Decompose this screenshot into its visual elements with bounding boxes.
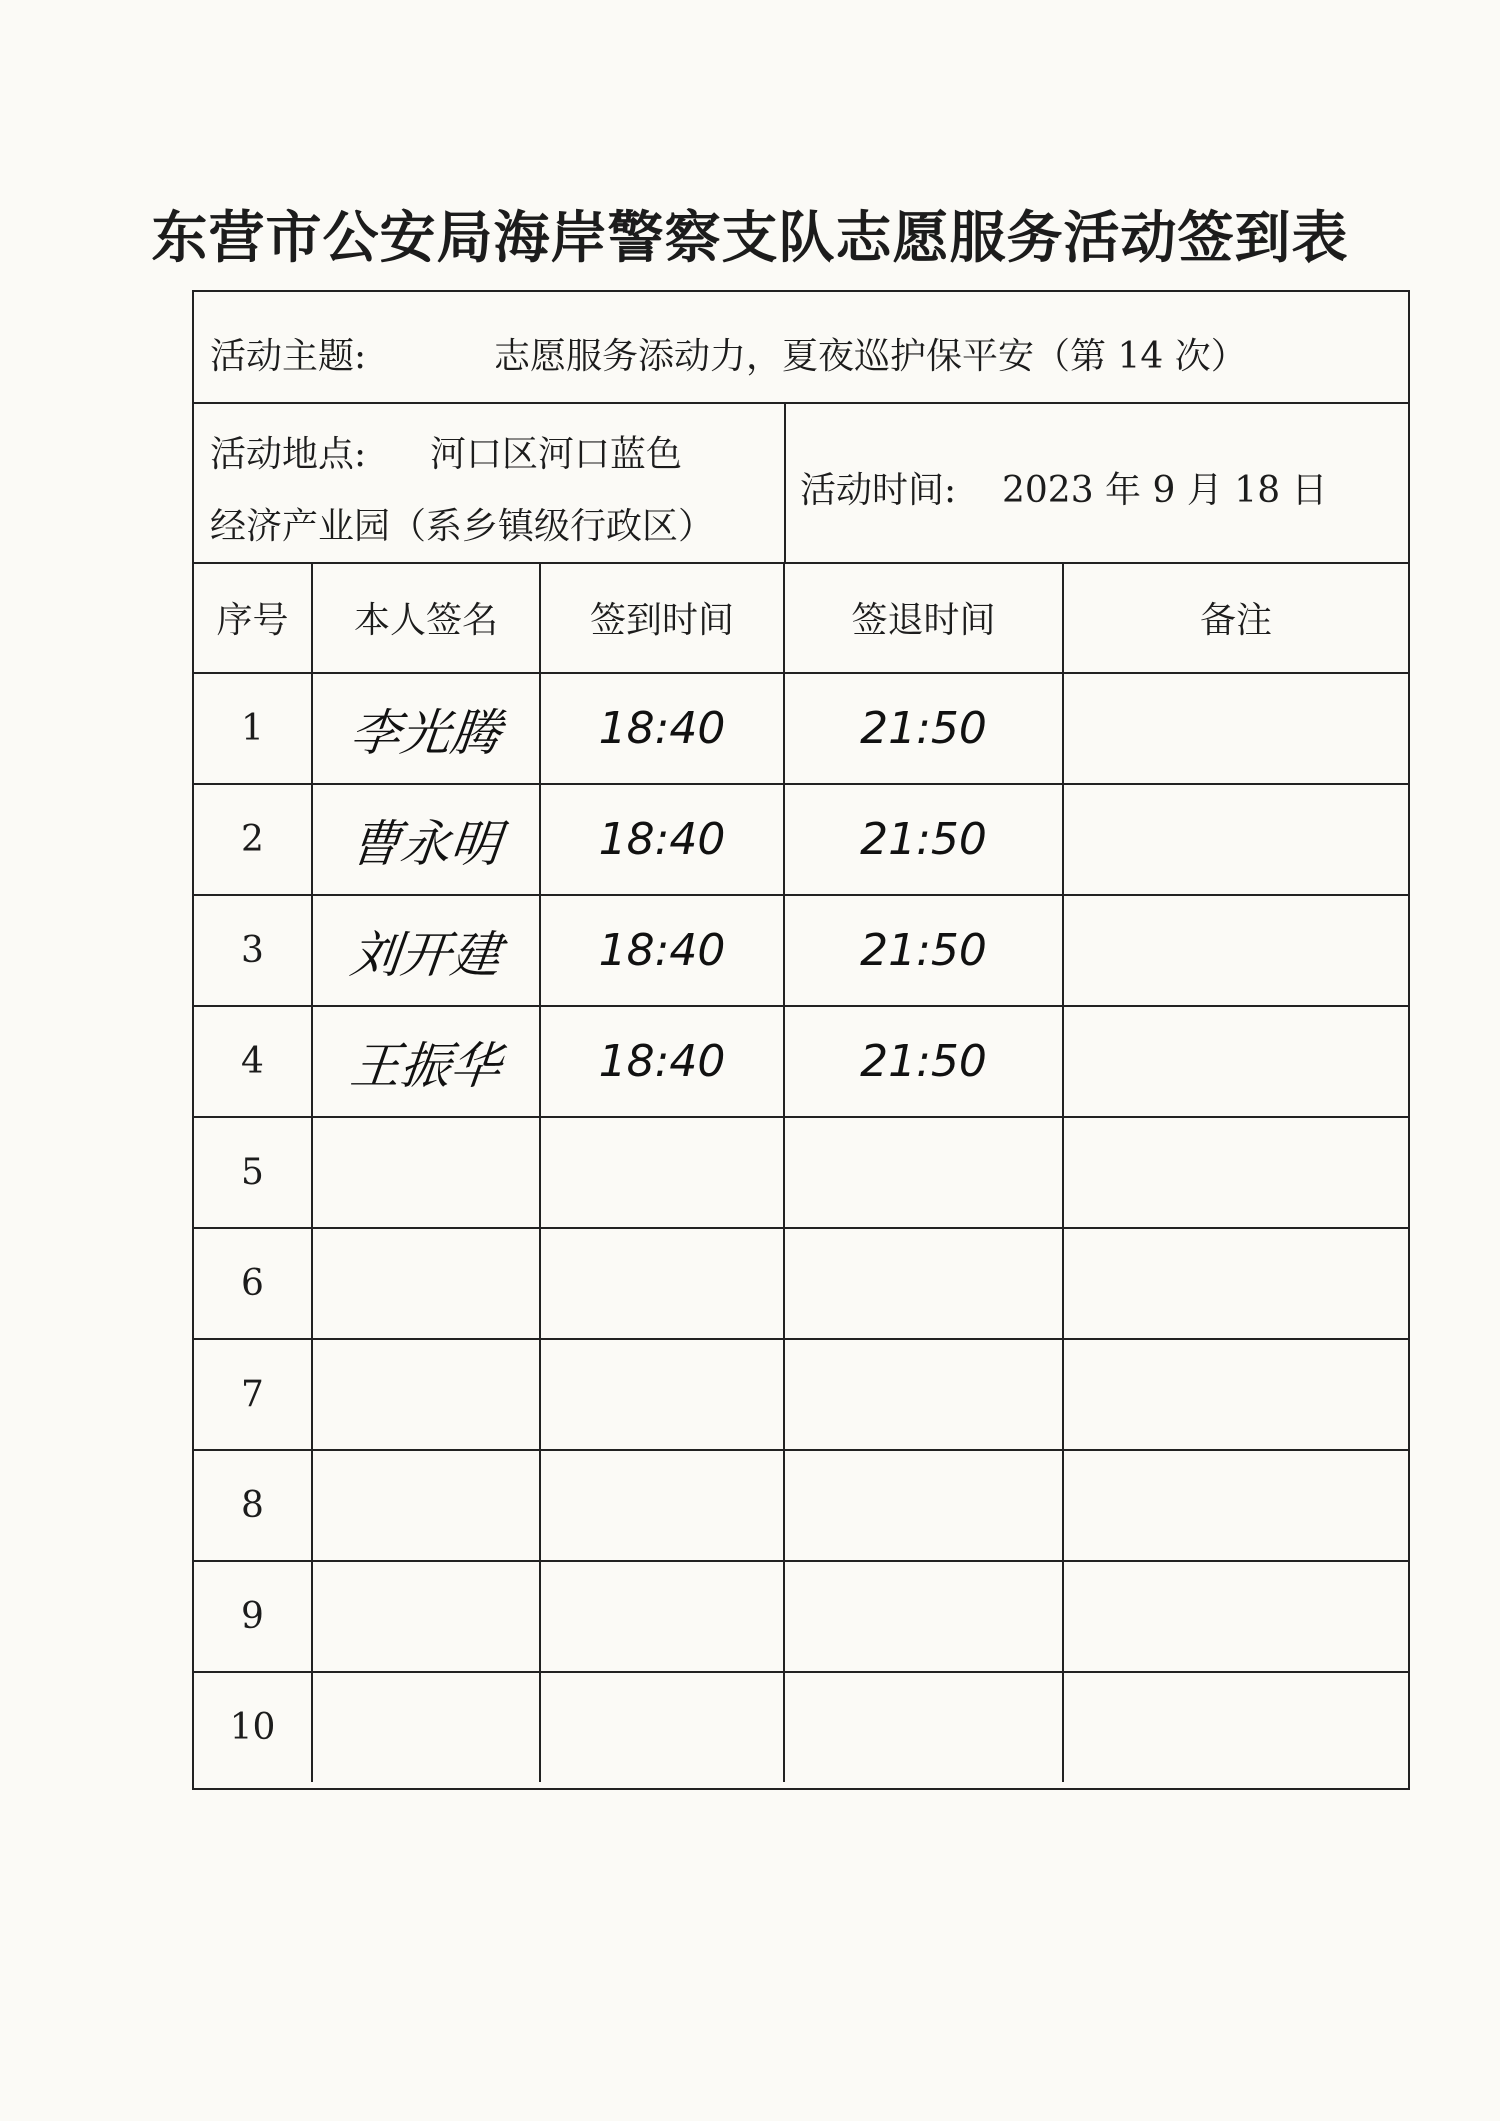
sign-table-wrapper — [194, 562, 1408, 1782]
sign-out-cell — [784, 1006, 1063, 1117]
sign-in-cell — [540, 1561, 784, 1672]
signature-cell — [312, 1672, 540, 1782]
row-number: 7 — [194, 1339, 312, 1450]
time-value: 2023 年 9 月 18 日 — [1002, 470, 1328, 511]
sign-in-form — [192, 290, 1410, 1790]
row-number: 4 — [194, 1006, 312, 1117]
column-header-no: 序号 — [194, 562, 312, 673]
sign-table — [194, 562, 1408, 1782]
signature-cell — [312, 1228, 540, 1339]
topic-row — [194, 292, 1408, 404]
remarks-cell — [1063, 895, 1408, 1006]
page-title: 东营市公安局海岸警察支队志愿服务活动签到表 — [151, 206, 1349, 271]
sign-out-cell — [784, 1561, 1063, 1672]
table-row — [194, 1006, 1408, 1117]
handwritten-sign-in-time: 18:40 — [598, 925, 726, 976]
remarks-cell — [1063, 1228, 1408, 1339]
location-line1: 河口区河口蓝色 — [430, 434, 683, 475]
remarks-cell — [1063, 1672, 1408, 1782]
table-row — [194, 1228, 1408, 1339]
sign-in-cell — [540, 1450, 784, 1561]
remarks-cell — [1063, 673, 1408, 784]
table-header-row — [194, 562, 1408, 673]
signature-cell — [312, 1006, 540, 1117]
row-number: 9 — [194, 1561, 312, 1672]
row-number: 2 — [194, 784, 312, 895]
row-number: 8 — [194, 1450, 312, 1561]
sign-in-cell — [540, 1228, 784, 1339]
sign-out-cell — [784, 1672, 1063, 1782]
column-header-sign-out-time: 签退时间 — [784, 562, 1063, 673]
remarks-cell — [1063, 1117, 1408, 1228]
remarks-cell — [1063, 1339, 1408, 1450]
sign-out-cell — [784, 784, 1063, 895]
handwritten-signature: 王振华 — [347, 1036, 504, 1095]
table-row — [194, 895, 1408, 1006]
handwritten-sign-out-time: 21:50 — [860, 925, 987, 976]
column-header-remarks: 备注 — [1063, 562, 1408, 673]
column-header-signature: 本人签名 — [312, 562, 540, 673]
sign-out-cell — [784, 1117, 1063, 1228]
signature-cell — [312, 784, 540, 895]
remarks-cell — [1063, 1561, 1408, 1672]
sign-in-cell — [540, 1672, 784, 1782]
table-row — [194, 1672, 1408, 1782]
row-number: 3 — [194, 895, 312, 1006]
remarks-cell — [1063, 1006, 1408, 1117]
table-row — [194, 1117, 1408, 1228]
location-line2: 经济产业园（系乡镇级行政区） — [210, 506, 715, 547]
table-row — [194, 1450, 1408, 1561]
row-number: 10 — [194, 1672, 312, 1782]
table-row — [194, 1561, 1408, 1672]
remarks-cell — [1063, 784, 1408, 895]
signature-cell — [312, 1117, 540, 1228]
table-row — [194, 784, 1408, 895]
row-number: 6 — [194, 1228, 312, 1339]
handwritten-sign-in-time: 18:40 — [598, 1036, 726, 1087]
handwritten-sign-in-time: 18:40 — [598, 703, 726, 754]
sign-out-cell — [784, 1339, 1063, 1450]
sign-in-cell — [540, 1006, 784, 1117]
location-divider — [784, 402, 786, 562]
sign-in-cell — [540, 784, 784, 895]
sign-out-cell — [784, 1228, 1063, 1339]
handwritten-signature: 刘开建 — [347, 925, 504, 984]
sign-in-cell — [540, 1117, 784, 1228]
sign-in-cell — [540, 895, 784, 1006]
location-label: 活动地点: — [210, 434, 367, 475]
sign-in-cell — [540, 673, 784, 784]
sign-out-cell — [784, 895, 1063, 1006]
signature-cell — [312, 1561, 540, 1672]
topic-value: 志愿服务添动力，夏夜巡护保平安（第 14 次） — [494, 336, 1247, 377]
handwritten-signature: 李光腾 — [347, 703, 504, 762]
location-time-row — [194, 402, 1408, 564]
signature-cell — [312, 1450, 540, 1561]
sign-out-cell — [784, 1450, 1063, 1561]
sign-in-cell — [540, 1339, 784, 1450]
remarks-cell — [1063, 1450, 1408, 1561]
row-number: 1 — [194, 673, 312, 784]
time-label: 活动时间: — [800, 470, 957, 511]
table-row — [194, 1339, 1408, 1450]
column-header-sign-in-time: 签到时间 — [540, 562, 784, 673]
topic-label: 活动主题: — [210, 336, 367, 377]
handwritten-sign-out-time: 21:50 — [860, 814, 987, 865]
handwritten-sign-out-time: 21:50 — [860, 703, 987, 754]
handwritten-sign-in-time: 18:40 — [598, 814, 726, 865]
sign-out-cell — [784, 673, 1063, 784]
handwritten-sign-out-time: 21:50 — [860, 1036, 987, 1087]
handwritten-signature: 曹永明 — [347, 814, 504, 873]
row-number: 5 — [194, 1117, 312, 1228]
signature-cell — [312, 895, 540, 1006]
signature-cell — [312, 673, 540, 784]
signature-cell — [312, 1339, 540, 1450]
table-row — [194, 673, 1408, 784]
